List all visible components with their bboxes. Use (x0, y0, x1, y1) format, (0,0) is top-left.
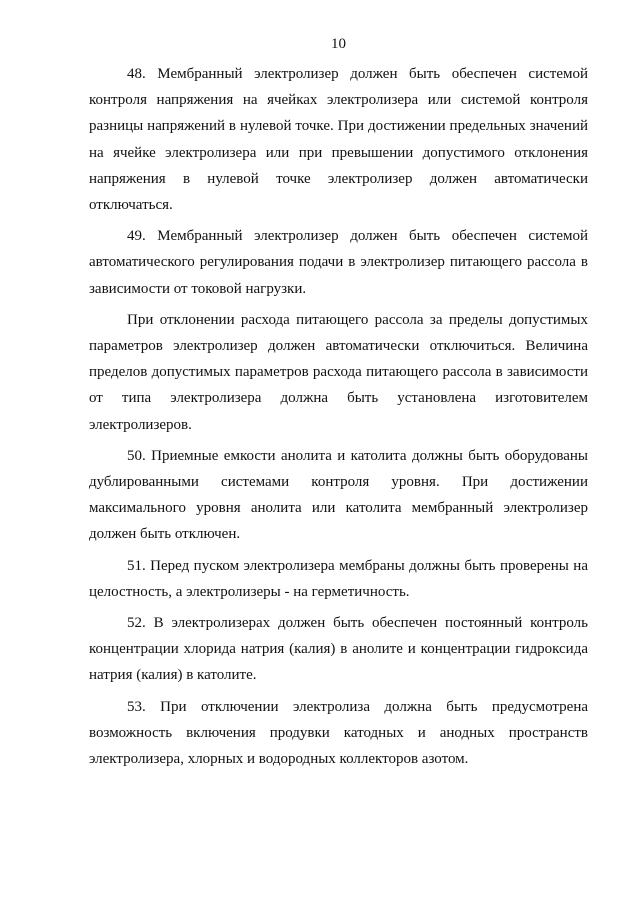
paragraph-51: 51. Перед пуском электролизера мембраны должны быть проверены на целостность, а электролизеры - на герметичность. (89, 557, 588, 600)
paragraph-53: 53. При отключении электролиза должна быть предусмотрена возможность включения продувки катодных и анодных пространств электролизера, хлорных и водородных коллекторов азотом. (89, 698, 588, 768)
paragraph-50: 50. Приемные емкости анолита и католита должны быть оборудованы дублированными системами контроля уровня. При достижении максимального уровня анолита или католита мембранный электролизер должен быть отключен. (89, 447, 588, 543)
paragraph-52: 52. В электролизерах должен быть обеспечен постоянный контроль концентрации хлорида натрия (калия) в анолите и концентрации гидроксида натрия (калия) в католите. (89, 615, 588, 684)
paragraph-49-continued: При отклонении расхода питающего рассола за пределы допустимых параметров электролизер должен автоматически отключиться. Величина пределов допустимых параметров расхода питающего рассола в зависимости от типа электролизера должна быть установлена изготовителем электролизеров. (89, 311, 588, 433)
page-number: 10 (331, 36, 346, 52)
document-body (89, 61, 588, 772)
paragraph-48: 48. Мембранный электролизер должен быть обеспечен системой контроля напряжения на ячейках электролизера или системой контроля разницы напряжений в нулевой точке. При достижении предельных значений на ячейке электролизера или при превышении допустимого отклонения напряжения в нулевой точке электролизер должен автоматически отключаться. (89, 66, 588, 214)
paragraph-49: 49. Мембранный электролизер должен быть обеспечен системой автоматического регулирования подачи в электролизер питающего рассола в зависимости от токовой нагрузки. (89, 228, 588, 297)
